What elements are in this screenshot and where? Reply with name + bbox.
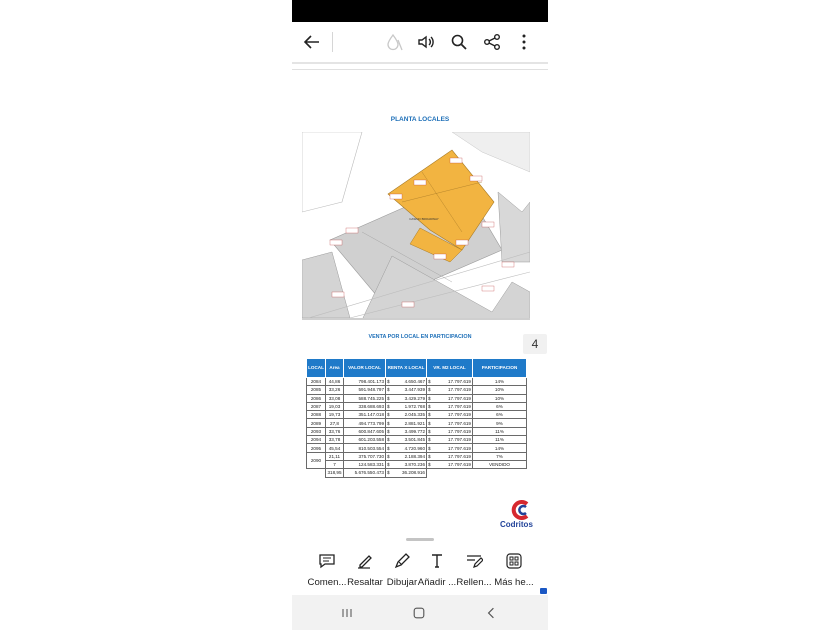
cell-renta-value: 3.501.845 bbox=[404, 437, 425, 443]
total-blank bbox=[307, 469, 326, 477]
header-participacion: PARTICIPACION bbox=[473, 359, 527, 378]
cell-participacion: 6% bbox=[473, 411, 527, 419]
cell-local: 2087 bbox=[307, 402, 326, 410]
cell-area: 7 bbox=[326, 460, 344, 468]
sale-title: VENTA POR LOCAL EN PARTICIPACION bbox=[368, 334, 472, 340]
cell-participacion: 14% bbox=[473, 444, 527, 452]
currency-sign: $ bbox=[387, 445, 390, 451]
tool-label: Dibujar bbox=[386, 577, 418, 588]
cell-local: 2088 bbox=[307, 411, 326, 419]
cell-vr-m2 bbox=[427, 452, 473, 460]
cell-renta bbox=[386, 386, 427, 394]
cell-area: 19,73 bbox=[326, 411, 344, 419]
cell-area: 19,03 bbox=[326, 402, 344, 410]
cell-participacion: 11% bbox=[473, 436, 527, 444]
table-row bbox=[307, 452, 527, 460]
comment-icon bbox=[318, 552, 336, 570]
cell-local: 2095 bbox=[307, 444, 326, 452]
cell-valor: 798.401.173 bbox=[344, 378, 386, 386]
cell-vr-m2-value: 17.797.619 bbox=[448, 445, 471, 451]
table-row bbox=[307, 394, 527, 402]
tool-label: Resaltar bbox=[347, 577, 383, 588]
text-icon bbox=[428, 552, 446, 570]
logo-text: Codritos bbox=[500, 520, 533, 529]
cell-area: 27,8 bbox=[326, 419, 344, 427]
currency-sign: $ bbox=[428, 453, 431, 459]
cell-area: 33,08 bbox=[326, 394, 344, 402]
cell-valor: 601.203.558 bbox=[344, 436, 386, 444]
cell-valor: 375.707.730 bbox=[344, 452, 386, 460]
currency-sign: $ bbox=[428, 387, 431, 393]
cell-area: 33,76 bbox=[326, 427, 344, 435]
cell-local: 2089 bbox=[307, 419, 326, 427]
header-area: Area bbox=[326, 359, 344, 378]
cell-vr-m2 bbox=[427, 394, 473, 402]
tool-label: Añadir ... bbox=[417, 577, 457, 588]
cell-vr-m2-value: 17.797.619 bbox=[448, 379, 471, 385]
cell-vr-m2 bbox=[427, 427, 473, 435]
cell-renta bbox=[386, 436, 427, 444]
cell-participacion: 14% bbox=[473, 378, 527, 386]
total-renta bbox=[386, 469, 427, 477]
cell-vr-m2 bbox=[427, 460, 473, 468]
cell-vr-m2-value: 17.797.619 bbox=[448, 428, 471, 434]
cell-area: 45,54 bbox=[326, 444, 344, 452]
cell-renta-value: 3.499.772 bbox=[404, 428, 425, 434]
cell-renta-value: 4.650.467 bbox=[404, 379, 425, 385]
cell-renta-value: 1.972.768 bbox=[404, 404, 425, 410]
cell-area: 33,78 bbox=[326, 436, 344, 444]
cell-vr-m2 bbox=[427, 419, 473, 427]
plan-label: CASINO BROADWAY bbox=[409, 217, 439, 221]
cell-vr-m2 bbox=[427, 386, 473, 394]
cell-renta bbox=[386, 402, 427, 410]
pdf-page[interactable] bbox=[292, 70, 548, 530]
cell-renta-value: 3.447.939 bbox=[404, 387, 425, 393]
header-renta: RENTA X LOCAL bbox=[386, 359, 427, 378]
cell-renta-value: 2.881.921 bbox=[404, 420, 425, 426]
cell-renta-value: 2.045.335 bbox=[404, 412, 425, 418]
cell-renta-value: 2.188.394 bbox=[404, 453, 425, 459]
cell-valor: 494.773.799 bbox=[344, 419, 386, 427]
currency-sign: $ bbox=[428, 379, 431, 385]
table-row bbox=[307, 444, 527, 452]
total-area: 318,95 bbox=[327, 470, 342, 476]
home-icon[interactable] bbox=[409, 603, 429, 623]
page-number-badge: 4 bbox=[523, 334, 547, 354]
currency-sign: $ bbox=[387, 470, 390, 476]
cell-vr-m2-value: 17.797.619 bbox=[448, 412, 471, 418]
header-local: LOCAL bbox=[307, 359, 326, 378]
cell-renta bbox=[386, 411, 427, 419]
cell-vr-m2-value: 17.797.619 bbox=[448, 395, 471, 401]
cell-local: 2093 bbox=[307, 427, 326, 435]
cell-renta bbox=[386, 427, 427, 435]
bottom-toolbar bbox=[292, 550, 548, 594]
cell-participacion: 10% bbox=[473, 394, 527, 402]
cell-vr-m2 bbox=[427, 378, 473, 386]
total-renta-value: 36.208.916 bbox=[402, 470, 425, 476]
currency-sign: $ bbox=[428, 462, 431, 468]
tool-label: Comen... bbox=[307, 577, 347, 588]
speaker-icon[interactable] bbox=[414, 30, 438, 54]
currency-sign: $ bbox=[387, 404, 390, 410]
company-logo bbox=[510, 498, 532, 522]
table-row bbox=[307, 378, 527, 386]
currency-sign: $ bbox=[428, 404, 431, 410]
currency-sign: $ bbox=[428, 395, 431, 401]
cell-vr-m2 bbox=[427, 436, 473, 444]
total-blank bbox=[427, 469, 473, 477]
cell-local: 2085 bbox=[307, 386, 326, 394]
currency-sign: $ bbox=[428, 428, 431, 434]
cell-local: 2094 bbox=[307, 436, 326, 444]
cell-valor: 810.503.554 bbox=[344, 444, 386, 452]
cell-renta-value: 3.429.279 bbox=[404, 395, 425, 401]
cell-participacion: 7% bbox=[473, 452, 527, 460]
share-icon[interactable] bbox=[480, 30, 504, 54]
tool-label: Rellen... bbox=[456, 577, 492, 588]
table-total-row bbox=[307, 469, 527, 477]
cell-local: 2084 bbox=[307, 378, 326, 386]
plan-title: PLANTA LOCALES bbox=[390, 116, 450, 123]
cell-area: 33,26 bbox=[326, 386, 344, 394]
more-tools-icon bbox=[505, 552, 523, 570]
cell-participacion: 9% bbox=[473, 419, 527, 427]
cell-renta-value: 3.870.236 bbox=[404, 462, 425, 468]
highlighter-icon bbox=[356, 552, 374, 570]
total-valor: 5.676.550.473 bbox=[344, 469, 386, 477]
cell-vr-m2 bbox=[427, 402, 473, 410]
cell-participacion: VENDIDO bbox=[473, 460, 527, 468]
search-icon[interactable] bbox=[447, 30, 471, 54]
cell-renta bbox=[386, 394, 427, 402]
cell-area: 44,86 bbox=[326, 378, 344, 386]
cell-renta bbox=[386, 444, 427, 452]
nav-back-icon[interactable] bbox=[481, 603, 501, 623]
currency-sign: $ bbox=[428, 437, 431, 443]
cell-vr-m2-value: 17.797.619 bbox=[448, 420, 471, 426]
tool-more[interactable] bbox=[493, 550, 535, 594]
cell-vr-m2-value: 17.797.619 bbox=[448, 387, 471, 393]
currency-sign: $ bbox=[387, 395, 390, 401]
status-bar bbox=[292, 0, 548, 22]
cell-valor: 124.583.331 bbox=[344, 460, 386, 468]
cell-participacion: 11% bbox=[473, 427, 527, 435]
currency-sign: $ bbox=[387, 412, 390, 418]
cell-vr-m2 bbox=[427, 444, 473, 452]
back-arrow-icon[interactable] bbox=[300, 30, 324, 54]
header-valor: VALOR LOCAL bbox=[344, 359, 386, 378]
cell-vr-m2-value: 17.797.619 bbox=[448, 437, 471, 443]
cell-local: 2086 bbox=[307, 394, 326, 402]
pen-icon bbox=[393, 552, 411, 570]
ad-indicator bbox=[540, 588, 547, 594]
cell-vr-m2-value: 17.797.619 bbox=[448, 453, 471, 459]
toolbar-separator bbox=[332, 32, 333, 52]
currency-sign: $ bbox=[387, 462, 390, 468]
currency-sign: $ bbox=[428, 445, 431, 451]
cell-vr-m2 bbox=[427, 411, 473, 419]
cell-renta bbox=[386, 460, 427, 468]
currency-sign: $ bbox=[387, 428, 390, 434]
currency-sign: $ bbox=[387, 387, 390, 393]
fill-sign-icon bbox=[465, 552, 483, 570]
table-row bbox=[307, 436, 527, 444]
cell-participacion: 10% bbox=[473, 386, 527, 394]
cell-valor: 600.847.605 bbox=[344, 427, 386, 435]
currency-sign: $ bbox=[387, 453, 390, 459]
table-row bbox=[307, 460, 527, 468]
header-vr-m2: VR. M2 LOCAL bbox=[427, 359, 473, 378]
cell-valor: 351.147.018 bbox=[344, 411, 386, 419]
cell-local: 2090 bbox=[307, 452, 326, 469]
cell-vr-m2-value: 17.797.619 bbox=[448, 404, 471, 410]
cell-valor: 588.745.225 bbox=[344, 394, 386, 402]
currency-sign: $ bbox=[387, 379, 390, 385]
more-vert-icon[interactable] bbox=[512, 30, 536, 54]
cell-vr-m2-value: 17.797.619 bbox=[448, 462, 471, 468]
table-row bbox=[307, 386, 527, 394]
table-row bbox=[307, 402, 527, 410]
cell-area: 21,11 bbox=[326, 452, 344, 460]
tool-fill-sign[interactable] bbox=[453, 550, 495, 594]
recent-apps-icon[interactable] bbox=[337, 603, 357, 623]
table-row bbox=[307, 411, 527, 419]
floor-plan-image bbox=[302, 132, 530, 320]
cell-renta bbox=[386, 452, 427, 460]
cell-renta bbox=[386, 419, 427, 427]
total-blank bbox=[473, 469, 527, 477]
system-nav-bar bbox=[292, 595, 548, 630]
table-row bbox=[307, 419, 527, 427]
toolbar-shadow bbox=[292, 62, 548, 64]
app-toolbar bbox=[292, 22, 548, 62]
currency-sign: $ bbox=[387, 420, 390, 426]
phone-screen bbox=[292, 0, 548, 630]
cell-valor: 338.688.693 bbox=[344, 402, 386, 410]
tool-label: Más he... bbox=[494, 577, 534, 588]
cell-valor: 591.948.797 bbox=[344, 386, 386, 394]
table-row bbox=[307, 427, 527, 435]
image-divider bbox=[302, 318, 530, 320]
ink-drop-icon[interactable] bbox=[382, 30, 406, 54]
cell-participacion: 6% bbox=[473, 402, 527, 410]
currency-sign: $ bbox=[387, 437, 390, 443]
currency-sign: $ bbox=[428, 412, 431, 418]
currency-sign: $ bbox=[428, 420, 431, 426]
sales-table bbox=[306, 358, 527, 478]
cell-renta bbox=[386, 378, 427, 386]
drag-handle[interactable] bbox=[406, 538, 434, 541]
cell-renta-value: 4.720.960 bbox=[404, 445, 425, 451]
